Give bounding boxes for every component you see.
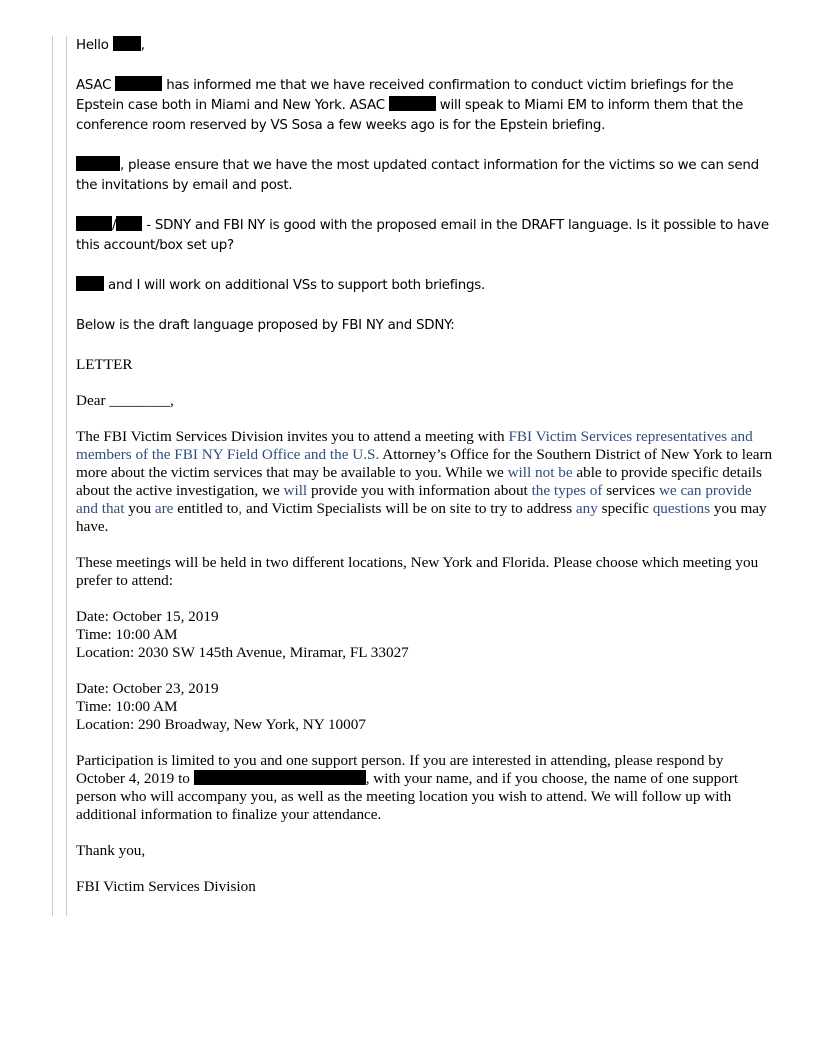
letter-signature: FBI Victim Services Division [76,878,256,895]
letter-edited-text: will not be [507,464,573,481]
letter-text: able to provide specific details about the active investigation, we [76,464,762,499]
email-document [76,36,776,914]
meeting-location: Location: 290 Broadway, New York, NY 10007 [76,716,366,733]
email-text: has informed me that we have received confirmation to conduct victim briefings for the Epstein case both in Miami and New York. ASAC [76,78,734,113]
margin-rule-inner [66,36,67,916]
email-paragraph-3 [76,216,776,256]
redaction-block [76,216,112,231]
redaction-block [389,96,436,111]
meeting-details-new-york [76,680,776,734]
redaction-block [194,770,366,785]
email-paragraph-2 [76,156,776,196]
redaction-block [115,76,162,91]
letter-edited-text: we can provide and that [76,482,752,517]
letter-text: specific [597,500,653,517]
letter-text: The FBI Victim Services Division invites you to attend a meeting with [76,428,509,445]
meeting-time: Time: 10:00 AM [76,698,178,715]
letter-edited-text: any [575,500,598,517]
letter-text: you may have. [76,500,767,535]
letter-edited-text: , [238,500,243,517]
letter-text: , with your name, and if you choose, the name of one support person who will accompany you, as well as the meeting location you wish to attend. We will follow up with additional information to finalize your attendance. [76,770,739,823]
email-text: will speak to Miami EM to inform them that the conference room reserved by VS Sosa a few weeks ago is for the Epstein briefing. [76,98,744,133]
redaction-block [116,216,142,231]
letter-edited-text: the types of [531,482,603,499]
letter-text: Attorney’s Office for the Southern District of New York to learn more about the victim services that may be available to you. While we [76,446,773,481]
letter-body-3 [76,752,776,824]
email-paragraph-4 [76,276,776,296]
meeting-time: Time: 10:00 AM [76,626,178,643]
meeting-details-miami [76,608,776,662]
email-text: and I will work on additional VSs to support both briefings. [104,278,485,293]
letter-closing: Thank you, [76,842,146,859]
greeting-comma: , [140,38,145,53]
letter-text: provide you with information about [307,482,532,499]
meeting-date: Date: October 23, 2019 [76,680,219,697]
greeting-text: Hello [76,38,113,53]
email-paragraph-1 [76,76,776,136]
letter-edited-text: FBI Victim Services representatives and members of the FBI NY Field Office and the U.S. [76,428,753,463]
letter-edited-text: questions [652,500,711,517]
letter-text: Participation is limited to you and one support person. If you are interested in attending, please respond by October 4, 2019 to [76,752,724,787]
margin-rule-outer [52,36,53,916]
email-greeting [76,36,776,56]
letter-heading: LETTER [76,356,133,373]
letter-body-1 [76,428,776,536]
letter-text: and Victim Specialists will be on site to try to address [242,500,576,517]
letter-text: entitled to [173,500,239,517]
letter-text: you [124,500,155,517]
letter-body-2: These meetings will be held in two different locations, New York and Florida. Please choose which meeting you prefer to attend: [76,554,759,589]
letter-edited-text: are [154,500,174,517]
email-text: ASAC [76,78,116,93]
email-body [76,36,776,336]
letter-salutation: Dear ________, [76,392,174,409]
email-paragraph-5: Below is the draft language proposed by FBI NY and SDNY: [76,318,455,333]
redaction-block [76,156,120,171]
email-text: / [112,218,117,233]
meeting-date: Date: October 15, 2019 [76,608,219,625]
email-text: - SDNY and FBI NY is good with the proposed email in the DRAFT language. Is it possible to have this account/box set up? [76,218,769,253]
email-text: , please ensure that we have the most updated contact information for the victims so we can send the invitations by email and post. [76,158,759,193]
redaction-block [76,276,104,291]
redaction-block [113,36,141,51]
letter-edited-text: will [283,482,308,499]
meeting-location: Location: 2030 SW 145th Avenue, Miramar, FL 33027 [76,644,409,661]
letter-text: services [602,482,659,499]
letter-draft [76,356,776,896]
